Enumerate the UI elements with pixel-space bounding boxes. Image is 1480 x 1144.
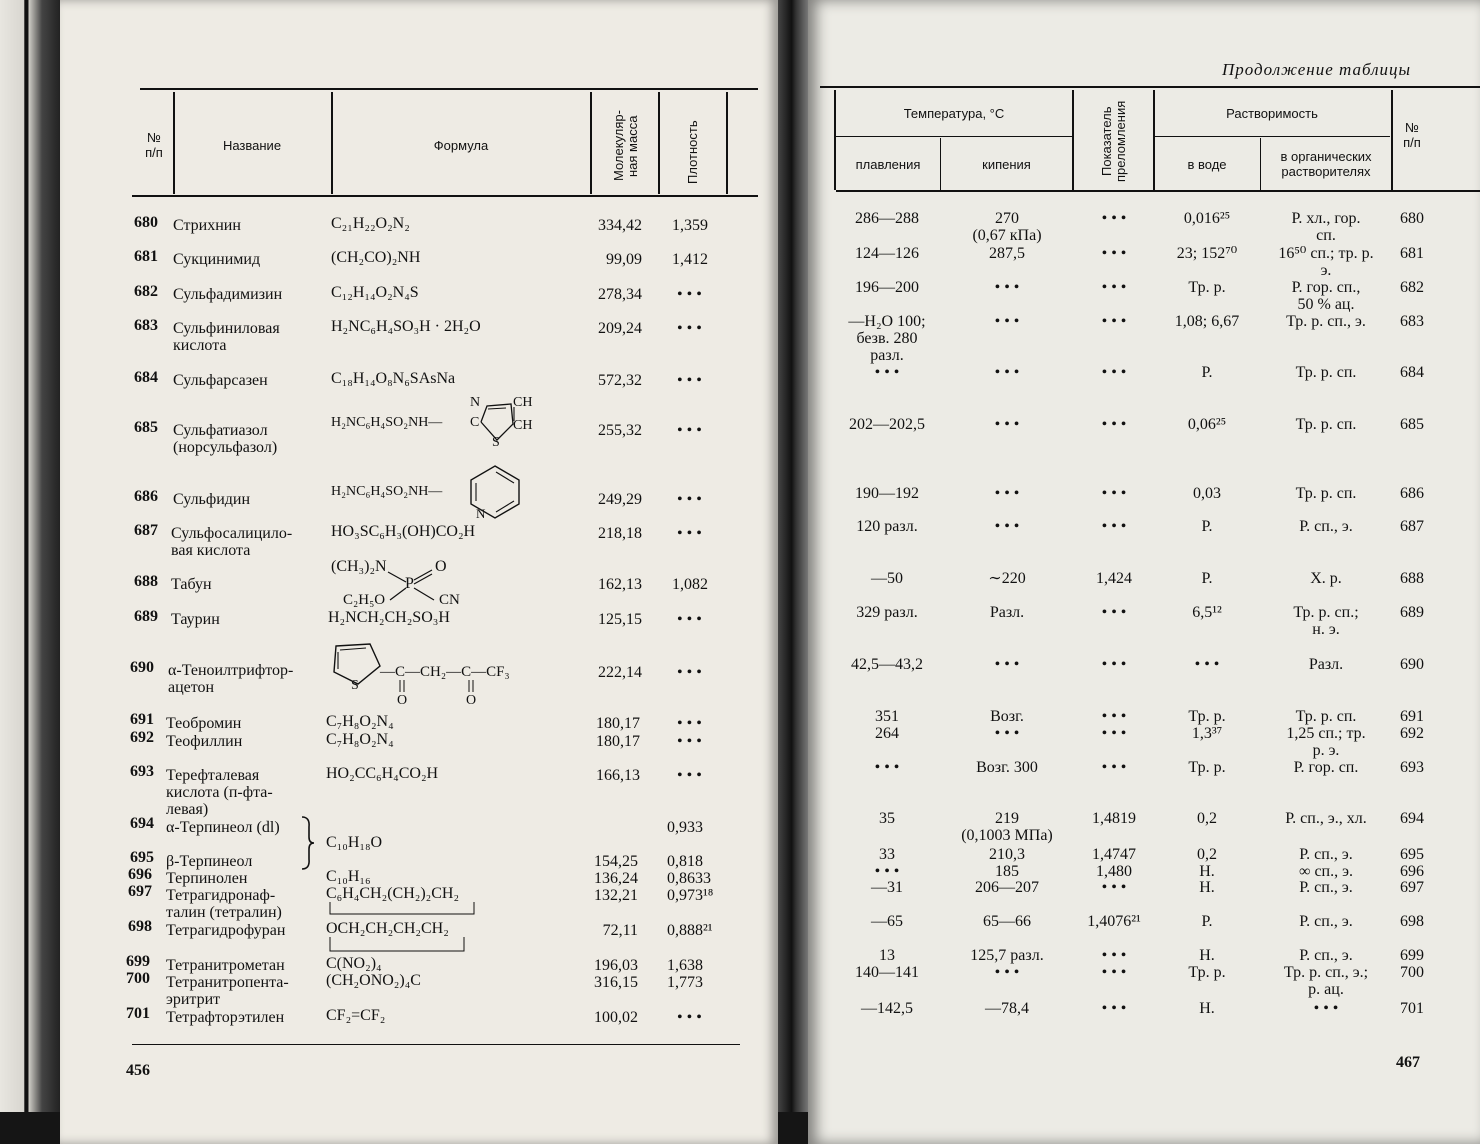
compound-name: Сульфидин (173, 491, 251, 508)
molecular-mass: 222,14 (598, 664, 642, 681)
refractive-index: • • • (1101, 364, 1127, 381)
organic-solubility: Р. сп., э. (1299, 518, 1353, 535)
compound-formula: —C—CH₂—C—CF₃ (380, 664, 510, 680)
water-solubility: Н. (1199, 863, 1215, 880)
density: • • • (677, 491, 702, 508)
water-solubility: 1,08; 6,67 (1174, 313, 1240, 330)
book-left-edge (0, 0, 60, 1144)
book-gutter (778, 0, 808, 1144)
header-melting: плавления (855, 156, 921, 172)
row-number: 701 (1400, 1000, 1424, 1017)
boiling-point: 287,5 (989, 245, 1025, 262)
row-number: 687 (1400, 518, 1424, 535)
melting-point: • • • (874, 863, 900, 880)
row-number: 690 (1400, 656, 1424, 673)
refractive-index: • • • (1101, 725, 1127, 742)
row-number: 682 (134, 283, 158, 300)
density: 0,973¹⁸ (667, 887, 714, 904)
boiling-point: 125,7 разл. (970, 947, 1044, 964)
water-solubility: Н. (1199, 1000, 1215, 1017)
melting-point: —50 (871, 570, 903, 587)
compound-name: Тетрафторэтилен (166, 1009, 285, 1026)
compound-formula: HO₃SC₆H₃(OH)CO₂H (331, 523, 476, 540)
tetralin-bracket (328, 902, 478, 916)
thiazole-ch: CH (513, 418, 533, 433)
boiling-point: Возг. 300 (976, 759, 1038, 776)
compound-formula: OCH₂CH₂CH₂CH₂ (326, 920, 449, 937)
molecular-mass: 316,15 (594, 974, 638, 991)
refractive-index: 1,4747 (1092, 846, 1136, 863)
boiling-point: • • • (994, 964, 1020, 981)
density: • • • (677, 715, 702, 732)
density: 1,638 (667, 957, 703, 974)
row-number: 698 (1400, 913, 1424, 930)
organic-solubility: Тр. р. сп. (1295, 708, 1357, 725)
melting-point: 286—288 (855, 210, 919, 227)
organic-solubility: Р. гор. сп. (1293, 759, 1359, 776)
compound-formula: (CH₂ONO₂)₄C (326, 972, 421, 989)
melting-point: 202—202,5 (849, 416, 925, 433)
row-number: 700 (126, 970, 150, 987)
boiling-point: • • • (994, 485, 1020, 502)
row-number: 695 (130, 849, 154, 866)
water-solubility: Н. (1199, 879, 1215, 896)
density: 0,888²¹ (667, 922, 713, 939)
compound-formula: (CH₂CO)₂NH (331, 249, 421, 266)
row-number: 680 (1400, 210, 1424, 227)
density: • • • (677, 372, 702, 389)
density: 1,082 (672, 576, 708, 593)
molecular-mass: 249,29 (598, 491, 642, 508)
density: 1,359 (672, 217, 708, 234)
compound-formula: C₁₈H₁₄O₈N₆SAsNa (331, 370, 456, 387)
page-number: 456 (126, 1062, 150, 1079)
melting-point: 13 (879, 947, 895, 964)
header-no: № п/п (145, 130, 163, 160)
molecular-mass: 132,21 (594, 887, 638, 904)
compound-name: Тетранитрометан (166, 957, 285, 974)
organic-solubility: Тр. р. сп., э.; р. ац. (1283, 964, 1369, 998)
organic-solubility: 16⁵⁰ сп.; тр. р. э. (1278, 245, 1374, 279)
boiling-point: • • • (994, 364, 1020, 381)
organic-solubility: Тр. р. сп., э. (1286, 313, 1366, 330)
header-in-water: в воде (1187, 156, 1227, 172)
compound-name: Теофиллин (166, 733, 243, 750)
refractive-index: • • • (1101, 518, 1127, 535)
molecular-mass: 180,17 (596, 733, 640, 750)
header-in-organic: в органических растворителях (1280, 149, 1372, 179)
organic-solubility: Тр. р. сп. (1295, 364, 1357, 381)
molecular-mass: 334,42 (598, 217, 642, 234)
refractive-index: • • • (1101, 708, 1127, 725)
compound-name: Тетрагидронаф- талин (тетралин) (166, 887, 282, 921)
organic-solubility: Р. сп., э. (1299, 846, 1353, 863)
carbonyl-o: O (397, 693, 408, 708)
density: • • • (677, 767, 702, 784)
compound-formula: C₇H₈O₂N₄ (326, 731, 394, 748)
water-solubility: • • • (1194, 656, 1220, 673)
row-number: 701 (126, 1005, 150, 1022)
table-top-rule (140, 88, 758, 90)
boiling-point: • • • (994, 518, 1020, 535)
thiazole-ch: CH (513, 395, 533, 410)
header-name: Название (222, 137, 282, 153)
table-bottom-rule (132, 1044, 740, 1045)
compound-formula: C(NO₂)₄ (326, 955, 382, 972)
melting-point: 33 (879, 846, 895, 863)
melting-point: 329 разл. (856, 604, 918, 621)
thiophene-s: S (351, 678, 359, 693)
right-page (808, 0, 1480, 1144)
organic-solubility: ∞ сп., э. (1299, 863, 1353, 880)
row-number: 694 (1400, 810, 1424, 827)
compound-name: Сульфиниловая кислота (173, 320, 280, 354)
compound-name: β-Терпинеол (166, 853, 253, 870)
header-boiling: кипения (982, 156, 1031, 172)
carbonyl-o: O (466, 693, 477, 708)
row-number: 694 (130, 815, 154, 832)
molecular-mass: 196,03 (594, 957, 638, 974)
row-number: 683 (1400, 313, 1424, 330)
organic-solubility: Р. хл., гор. сп. (1291, 210, 1361, 244)
melting-point: • • • (874, 364, 900, 381)
molecular-mass: 125,15 (598, 611, 642, 628)
density: 1,773 (667, 974, 703, 991)
organic-solubility: 1,25 сп.; тр. р. э. (1286, 725, 1366, 759)
boiling-point: 219 (0,1003 МПа) (961, 810, 1053, 844)
boiling-point: 65—66 (983, 913, 1031, 930)
boiling-point: 270 (0,67 кПа) (972, 210, 1042, 244)
density: • • • (677, 611, 702, 628)
table-top-rule (820, 86, 1480, 88)
header-temperature: Температура, °C (903, 105, 1005, 121)
organic-solubility: • • • (1313, 1000, 1339, 1017)
compound-name: α-Теноилтрифтор- ацетон (168, 662, 294, 696)
molecular-mass: 162,13 (598, 576, 642, 593)
organic-solubility: Разл. (1308, 656, 1344, 673)
boiling-point: • • • (994, 656, 1020, 673)
organic-solubility: Р. гор. сп., 50 % ац. (1291, 279, 1361, 313)
water-solubility: Тр. р. (1188, 279, 1226, 296)
melting-point: 124—126 (855, 245, 919, 262)
compound-formula: C₁₂H₁₄O₂N₄S (331, 284, 419, 301)
water-solubility: Р. (1201, 518, 1213, 535)
row-number: 684 (1400, 364, 1424, 381)
row-number: 687 (134, 522, 158, 539)
refractive-index: • • • (1101, 947, 1127, 964)
row-number: 692 (130, 729, 154, 746)
row-number: 693 (1400, 759, 1424, 776)
compound-formula: HO₂CC₆H₄CO₂H (326, 765, 439, 782)
water-solubility: 0,2 (1197, 810, 1217, 827)
refractive-index: • • • (1101, 279, 1127, 296)
row-number: 689 (134, 608, 158, 625)
organic-solubility: Р. сп., э., хл. (1285, 810, 1367, 827)
water-solubility: Тр. р. (1188, 759, 1226, 776)
water-solubility: Тр. р. (1188, 964, 1226, 981)
molecular-mass: 136,24 (594, 870, 638, 887)
row-number: 684 (134, 369, 158, 386)
boiling-point: 210,3 (989, 846, 1025, 863)
row-number: 686 (1400, 485, 1424, 502)
water-solubility: 6,5¹² (1192, 604, 1222, 621)
compound-formula: (CH₃)₂N (331, 558, 387, 575)
organic-solubility: Р. сп., э. (1299, 879, 1353, 896)
compound-name: Сульфарсазен (173, 372, 268, 389)
row-number: 699 (126, 953, 150, 970)
row-number: 700 (1400, 964, 1424, 981)
compound-name: Сульфадимизин (173, 286, 283, 303)
refractive-index: • • • (1101, 879, 1127, 896)
water-solubility: 0,06²⁵ (1187, 416, 1227, 433)
header-refraction: Показатель преломления (1099, 100, 1128, 182)
organic-solubility: Р. сп., э. (1299, 947, 1353, 964)
molecular-mass: 154,25 (594, 853, 638, 870)
row-number: 681 (134, 248, 158, 265)
molecular-mass: 218,18 (598, 525, 642, 542)
row-number: 695 (1400, 846, 1424, 863)
header-no: № п/п (1403, 120, 1421, 150)
tabun-p: P (405, 575, 414, 592)
density: 1,412 (672, 251, 708, 268)
melting-point: —65 (871, 913, 903, 930)
row-number: 690 (130, 659, 154, 676)
water-solubility: 0,2 (1197, 846, 1217, 863)
density: • • • (677, 1009, 702, 1026)
thf-ring-bracket (328, 937, 478, 953)
row-number: 698 (128, 918, 152, 935)
compound-name: α-Терпинеол (dl) (166, 819, 280, 836)
tabun-cn: CN (439, 592, 460, 608)
row-number: 683 (134, 317, 158, 334)
refractive-index: • • • (1101, 1000, 1127, 1017)
compound-formula: C₆H₄CH₂(CH₂)₂CH₂ (326, 885, 460, 902)
molecular-mass: 166,13 (596, 767, 640, 784)
compound-formula: H₂NCH₂CH₂SO₃H (328, 609, 450, 626)
water-solubility: Р. (1201, 570, 1213, 587)
organic-solubility: Х. р. (1310, 570, 1342, 587)
refractive-index: • • • (1101, 656, 1127, 673)
density: • • • (677, 664, 702, 681)
water-solubility: Н. (1199, 947, 1215, 964)
row-number: 688 (134, 573, 158, 590)
row-number: 691 (130, 711, 154, 728)
row-number: 681 (1400, 245, 1424, 262)
header-formula: Формула (433, 137, 489, 153)
organic-solubility: Тр. р. сп.; н. э. (1293, 604, 1359, 638)
header-density: Плотность (685, 120, 700, 184)
tabun-o: O (435, 558, 447, 575)
melting-point: 190—192 (855, 485, 919, 502)
header-mol-mass: Молекуляр- ная масса (611, 110, 640, 182)
compound-name: Терефталевая кислота (п-фта- левая) (166, 767, 273, 818)
thiazole-c: C (470, 415, 480, 430)
density: • • • (677, 286, 702, 303)
brace (300, 815, 316, 871)
row-number: 696 (1400, 863, 1424, 880)
row-number: 697 (128, 883, 152, 900)
boiling-point: —78,4 (985, 1000, 1029, 1017)
compound-name: Стрихнин (173, 217, 241, 234)
refractive-index: • • • (1101, 485, 1127, 502)
thiazole-s: S (492, 435, 500, 450)
water-solubility: 0,016²⁵ (1183, 210, 1231, 227)
water-solubility: 23; 152⁷⁰ (1176, 245, 1238, 262)
solub-subheader-rule (1154, 136, 1390, 137)
row-number: 699 (1400, 947, 1424, 964)
boiling-point: • • • (994, 416, 1020, 433)
boiling-point: 206—207 (975, 879, 1039, 896)
melting-point: 140—141 (855, 964, 919, 981)
density: • • • (677, 320, 702, 337)
row-number: 693 (130, 763, 154, 780)
molecular-mass: 100,02 (594, 1009, 638, 1026)
melting-point: 196—200 (855, 279, 919, 296)
temp-subheader-rule (836, 136, 1072, 137)
melting-point: 120 разл. (856, 518, 918, 535)
compound-formula: CF₂=CF₂ (326, 1007, 386, 1024)
compound-name: Сульфосалицило- вая кислота (171, 525, 293, 559)
refractive-index: 1,4819 (1092, 810, 1136, 827)
row-number: 697 (1400, 879, 1424, 896)
melting-point: —142,5 (861, 1000, 913, 1017)
molecular-mass: 180,17 (596, 715, 640, 732)
row-number: 696 (128, 866, 152, 883)
water-solubility: 1,3³⁷ (1191, 725, 1223, 742)
boiling-point: ∼220 (988, 570, 1026, 587)
compound-name: Табун (171, 576, 212, 593)
continuation-caption: Продолжение таблицы (1222, 60, 1412, 79)
header-bottom-rule (836, 190, 1480, 192)
density: 0,8633 (667, 870, 711, 887)
density: • • • (677, 733, 702, 750)
refractive-index: • • • (1101, 416, 1127, 433)
molecular-mass: 99,09 (606, 251, 642, 268)
row-number: 688 (1400, 570, 1424, 587)
water-solubility: 0,03 (1193, 485, 1221, 502)
compound-name: Тетранитропента- эритрит (166, 974, 289, 1008)
pyridine-ring-structure (465, 462, 525, 522)
molecular-mass: 255,32 (598, 422, 642, 439)
water-solubility: Р. (1201, 913, 1213, 930)
boiling-point: • • • (994, 725, 1020, 742)
density: • • • (677, 422, 702, 439)
density: 0,933 (667, 819, 703, 836)
melting-point: —H₂O 100; безв. 280 разл. (848, 313, 926, 364)
boiling-point: 185 (995, 863, 1019, 880)
header-divider (590, 92, 592, 194)
compound-name: Теобромин (166, 715, 242, 732)
compound-name: Тетрагидрофуран (166, 922, 286, 939)
melting-point: —31 (871, 879, 903, 896)
refractive-index: • • • (1101, 604, 1127, 621)
refractive-index: • • • (1101, 313, 1127, 330)
melting-point: 35 (879, 810, 895, 827)
refractive-index: • • • (1101, 210, 1127, 227)
molecular-mass: 278,34 (598, 286, 642, 303)
compound-formula: C₂₁H₂₂O₂N₂ (331, 215, 410, 232)
boiling-point: Возг. (990, 708, 1024, 725)
refractive-index: 1,4076²¹ (1087, 913, 1141, 930)
row-number: 682 (1400, 279, 1424, 296)
refractive-index: • • • (1101, 964, 1127, 981)
terpineol-formula: C₁₀H₁₈O (326, 834, 383, 851)
melting-point: • • • (874, 759, 900, 776)
header-divider (726, 92, 728, 194)
row-number: 689 (1400, 604, 1424, 621)
water-solubility: Тр. р. (1188, 708, 1226, 725)
boiling-point: • • • (994, 279, 1020, 296)
compound-formula: H₂NC₆H₄SO₂NH— (331, 484, 443, 499)
header-divider (658, 92, 660, 194)
compound-formula: C₁₀H₁₆ (326, 868, 371, 885)
organic-solubility: Р. сп., э. (1299, 913, 1353, 930)
organic-solubility: Тр. р. сп. (1295, 485, 1357, 502)
compound-formula: C₇H₈O₂N₄ (326, 713, 394, 730)
organic-solubility: Тр. р. сп. (1295, 416, 1357, 433)
molecular-mass: 572,32 (598, 372, 642, 389)
header-divider (1072, 90, 1074, 190)
compound-name: Сульфатиазол (норсульфазол) (173, 422, 278, 456)
page-number: 467 (1396, 1054, 1420, 1071)
compound-name: Сукцинимид (173, 251, 261, 268)
row-number: 686 (134, 488, 158, 505)
melting-point: 264 (875, 725, 899, 742)
compound-name: Таурин (171, 611, 220, 628)
row-number: 685 (134, 419, 158, 436)
compound-name: Терпинолен (166, 870, 248, 887)
water-solubility: Р. (1201, 364, 1213, 381)
row-number: 691 (1400, 708, 1424, 725)
density: • • • (677, 525, 702, 542)
compound-formula: H₂NC₆H₄SO₃H · 2H₂O (331, 318, 481, 335)
thiazole-n: N (470, 395, 481, 410)
tabun-c2h5o: C₂H₅O (343, 592, 386, 608)
row-number: 685 (1400, 416, 1424, 433)
compound-formula: H₂NC₆H₄SO₂NH— (331, 415, 443, 430)
boiling-point: Разл. (989, 604, 1025, 621)
row-number: 680 (134, 214, 158, 231)
melting-point: 42,5—43,2 (851, 656, 923, 673)
left-page (60, 0, 778, 1144)
density: 0,818 (667, 853, 703, 870)
header-bottom-rule (132, 195, 758, 197)
molecular-mass: 209,24 (598, 320, 642, 337)
row-number: 692 (1400, 725, 1424, 742)
refractive-index: • • • (1101, 759, 1127, 776)
melting-point: 351 (875, 708, 899, 725)
refractive-index: • • • (1101, 245, 1127, 262)
pyridine-n: N (476, 506, 486, 521)
header-solubility: Растворимость (1226, 105, 1318, 121)
boiling-point: • • • (994, 313, 1020, 330)
refractive-index: 1,480 (1096, 863, 1132, 880)
refractive-index: 1,424 (1096, 570, 1132, 587)
molecular-mass: 72,11 (602, 922, 638, 939)
